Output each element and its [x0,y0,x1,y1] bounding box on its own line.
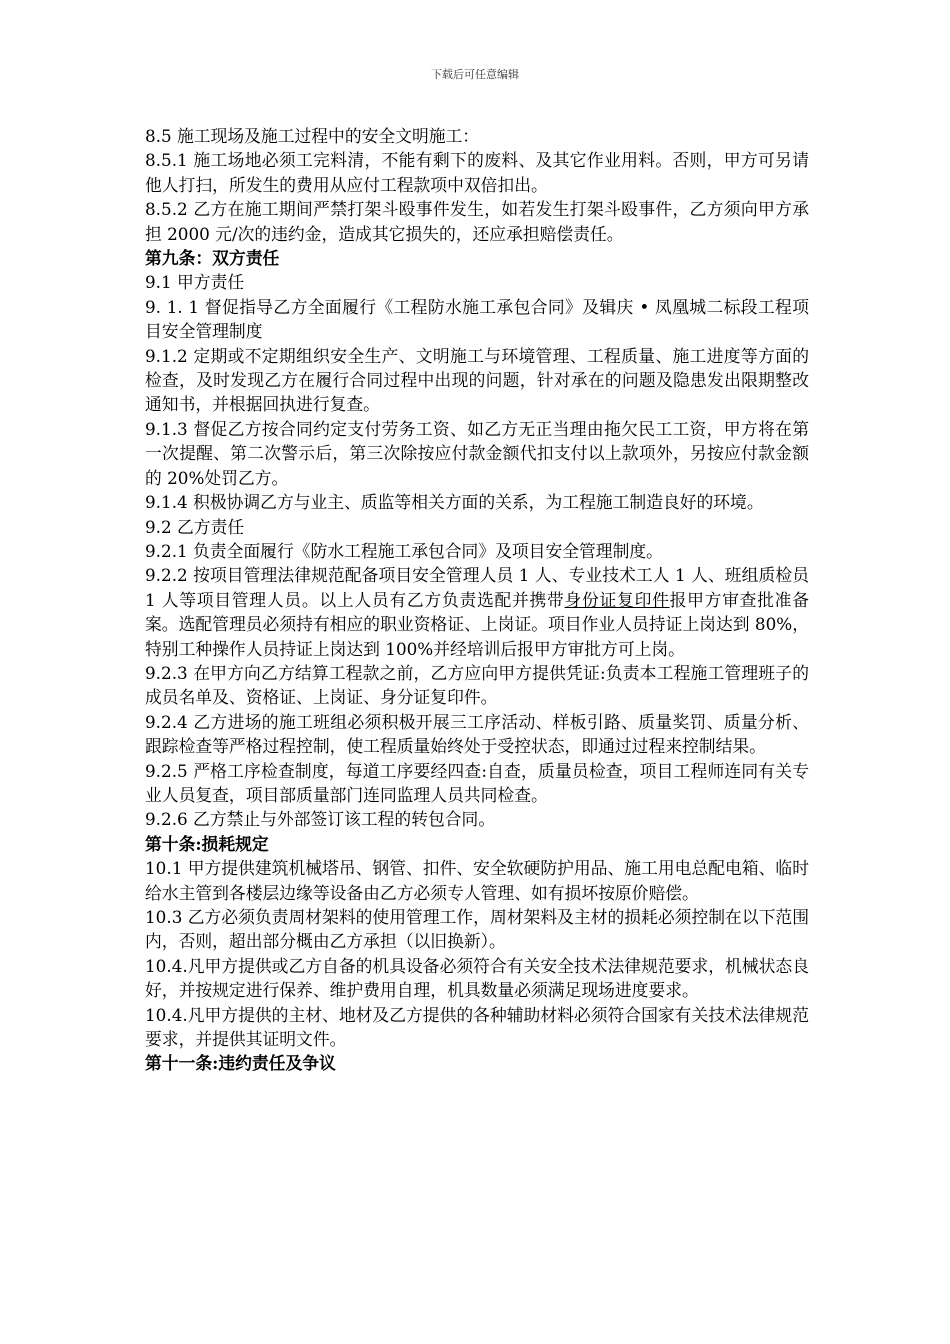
underlined-id-copy: 身份证复印件 [564,589,670,610]
paragraph-10-3: 10.3 乙方必须负责周材架料的使用管理工作，周材架料及主材的损耗必须控制在以下范围内，否则，超出部分概由乙方承担（以旧换新）。 [145,907,809,952]
paragraph-9-1-3: 9.1.3 督促乙方按合同约定支付劳务工资、如乙方无正当理由拖欠民工工资，甲方将在第一次提醒、第二次警示后，第三次除按应付款金额代扣支付以上款项外，另按应付款金额的 20%处罚乙方。 [145,418,809,488]
paragraph-10-4-b: 10.4.凡甲方提供的主材、地材及乙方提供的各种辅助材料必须符合国家有关技术法律规范要求，并提供其证明文件。 [145,1004,809,1050]
paragraph-9-2-2 [145,563,809,661]
paragraph-8-5: 8.5 施工现场及施工过程中的安全文明施工： [145,126,480,146]
paragraph-8-5-2: 8.5.2 乙方在施工期间严禁打架斗殴事件发生，如若发生打架斗殴事件，乙方须向甲方承担 2000 元/次的违约金，造成其它损失的，还应承担赔偿责任。 [145,199,809,244]
paragraph-9-1-2: 9.1.2 定期或不定期组织安全生产、文明施工与环境管理、工程质量、施工进度等方面的检查，及时发现乙方在履行合同过程中出现的问题，针对承在的问题及隐患发出限期整改通知书，并根据回执进行复查。 [145,345,809,415]
paragraph-9-1-1: 9. 1. 1 督促指导乙方全面履行《工程防水施工承包合同》及辑庆 • 凤凰城二标段工程项目安全管理制度 [145,296,809,342]
document-body [145,124,809,1076]
heading-article-9: 第九条：双方责任 [145,248,280,269]
paragraph-10-1: 10.1 甲方提供建筑机械塔吊、钢管、扣件、安全软硬防护用品、施工用电总配电箱、临时给水主管到各楼层边缘等设备由乙方必须专人管理、如有损坏按原价赔偿。 [145,858,809,903]
paragraph-9-2-2-start: 9.2.2 按项目管理法律规范配备项目安全管理人员 1 人、专业技术工人 1 人、班组质检员 1 人等项目管理人员。以上人员有乙方负责选配并携带 [145,565,809,610]
paragraph-9-1: 9.1 甲方责任 [145,272,245,293]
paragraph-9-2-4: 9.2.4 乙方进场的施工班组必须积极开展三工序活动、样板引路、质量奖罚、质量分析、跟踪检查等严格过程控制，使工程质量始终处于受控状态，即通过过程来控制结果。 [145,711,809,757]
paragraph-8-5-1: 8.5.1 施工场地必须工完料清，不能有剩下的废料、及其它作业用料。否则，甲方可另请他人打扫，所发生的费用从应付工程款项中双倍扣出。 [145,150,809,195]
paragraph-9-2-5: 9.2.5 严格工序检查制度，每道工序要经四查:自查，质量员检查，项目工程师连同有关专业人员复查，项目部质量部门连同监理人员共同检查。 [145,760,809,805]
paragraph-9-2-6: 9.2.6 乙方禁止与外部签订该工程的转包合同。 [145,809,496,830]
paragraph-10-4-a: 10.4.凡甲方提供或乙方自备的机具设备必须符合有关安全技术法律规范要求，机械状态良好，并按规定进行保养、维护费用自理，机具数量必须满足现场进度要求。 [145,955,809,1001]
heading-article-10: 第十条:损耗规定 [145,833,269,854]
paragraph-9-2-1: 9.2.1 负责全面履行《防水工程施工承包合同》及项目安全管理制度。 [145,540,663,561]
page-header: 下载后可任意编辑 [431,68,519,81]
paragraph-9-2: 9.2 乙方责任 [145,516,245,537]
paragraph-9-2-3: 9.2.3 在甲方向乙方结算工程款之前，乙方应向甲方提供凭证:负责本工程施工管理班子的成员名单及、资格证、上岗证、身分证复印件。 [145,662,809,708]
paragraph-9-2-2-end: 报甲方审查批准备案。选配管理员必须持有相应的职业资格证、上岗证。项目作业人员持证上岗达到 80%，特别工种操作人员持证上岗达到 100%并经培训后报甲方审批方可上岗。 [145,589,809,659]
paragraph-9-1-4: 9.1.4 积极协调乙方与业主、质监等相关方面的关系，为工程施工制造良好的环境。 [145,492,764,513]
heading-article-11: 第十一条:违约责任及争议 [145,1053,336,1074]
